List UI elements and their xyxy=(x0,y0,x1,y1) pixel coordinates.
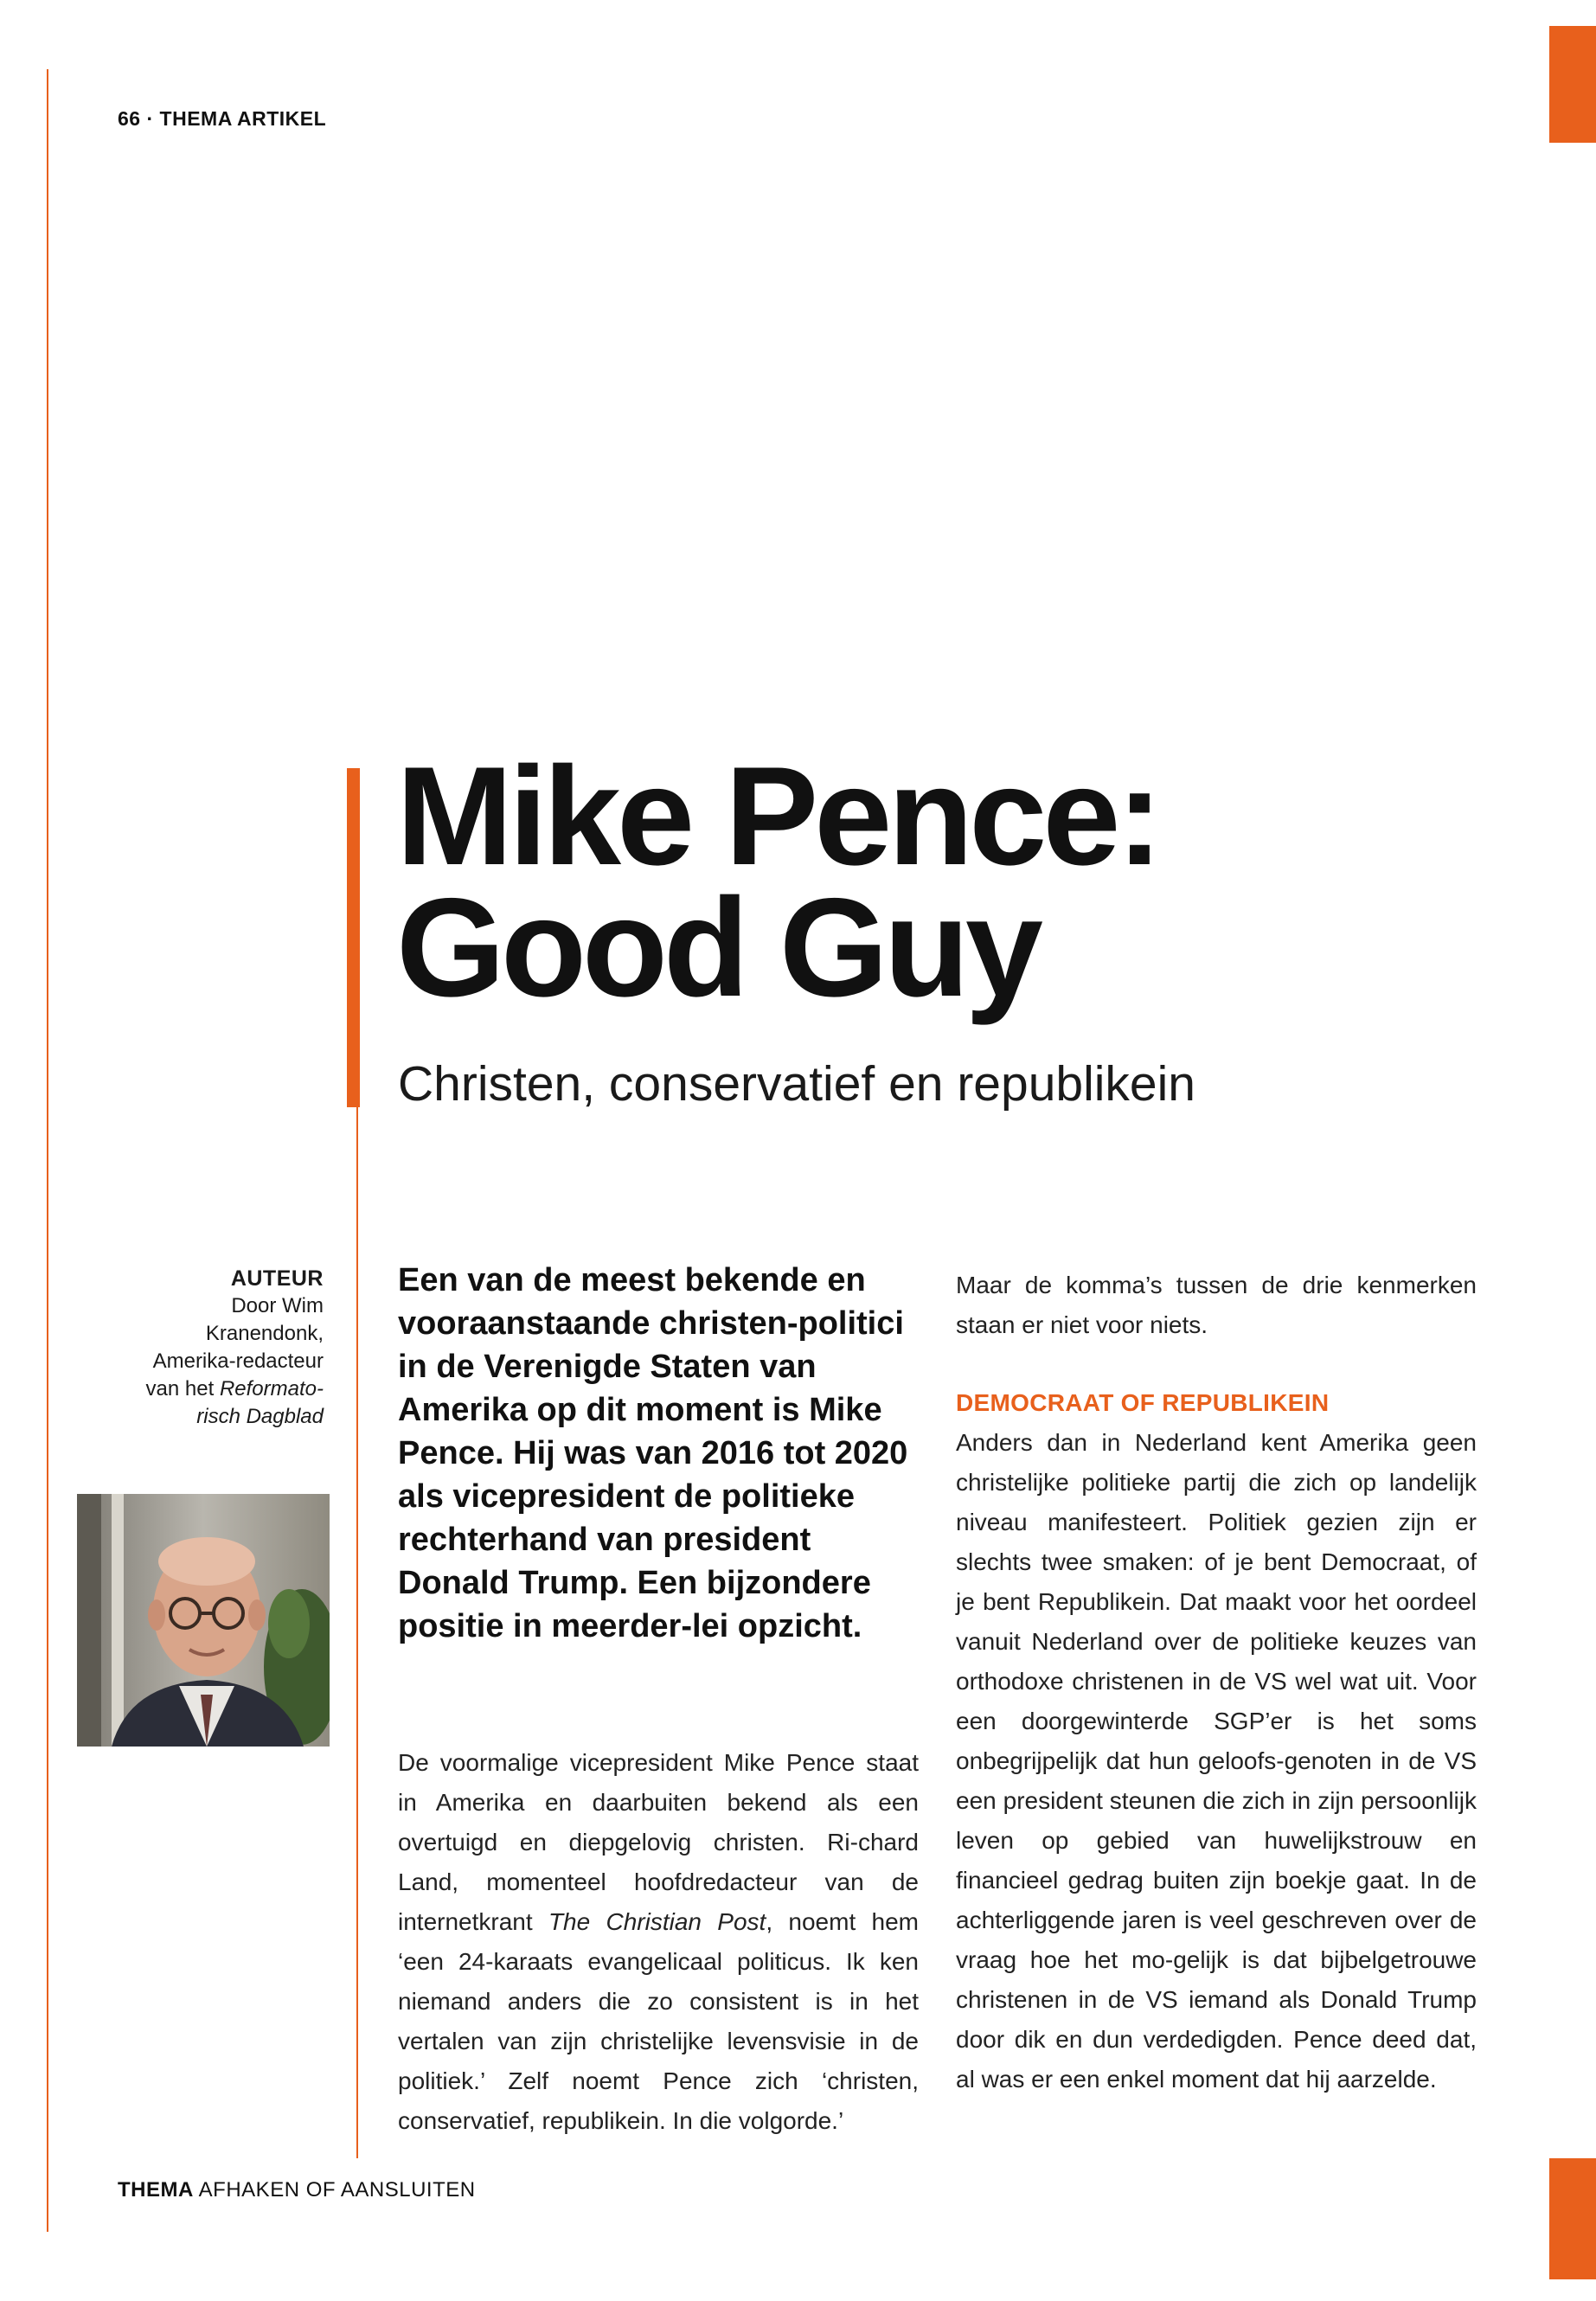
author-line-2: Kranendonk, xyxy=(205,1322,324,1345)
author-line-5-italic: risch Dagblad xyxy=(196,1405,324,1428)
column-2-intro: Maar de komma’s tussen de drie kenmerken staan er niet voor niets. xyxy=(956,1272,1477,1338)
footer-bold: THEMA xyxy=(118,2178,194,2202)
top-accent-tab xyxy=(1549,26,1596,143)
author-box xyxy=(99,1265,324,1431)
column-2-body: Anders dan in Nederland kent Amerika geen christelijke politieke partij die zich op landelijk niveau manifesteert. Politiek gezien zijn er slechts twee smaken: of je bent Democraat, of je bent Republikein. Dat maakt voor het oordeel vanuit Nederland over de politieke keuzes van orthodoxe christenen in de VS wel wat uit. Voor een doorgewinterde SGP’er is het soms onbegrijpelijk dat hun geloofs-genoten in de VS een president steunen die zich in zijn persoonlijk leven op gebied van huwelijkstrouw en financieel gedrag buiten zijn boekje gaat. In de achterliggende jaren is veel geschreven over de vraag hoe het mo-gelijk is dat bijbelgetrouwe christenen in de VS iemand als Donald Trump door dik en dun verdedigden. Pence deed dat, al was er een enkel moment dat hij aarzelde. xyxy=(956,1429,1477,2093)
bottom-accent-tab xyxy=(1549,2158,1596,2279)
author-line-3: Amerika-redacteur xyxy=(152,1349,324,1373)
column-1-paragraph xyxy=(398,1743,919,2141)
column-1-text-b: , noemt hem ‘een 24-karaats evangelicaal politicus. Ik ken niemand anders die zo consistent is in het vertalen van zijn christelijke levensvisie in de politiek.’ Zelf noemt Pence zich ‘christen, conservatief, republikein. In die volgorde.’ xyxy=(398,1908,919,2134)
author-photo xyxy=(77,1494,330,1747)
column-divider-rule xyxy=(356,1107,358,2158)
page-number: 66 xyxy=(118,107,141,130)
column-1-italic: The Christian Post xyxy=(548,1908,766,1935)
author-line-4 xyxy=(99,1375,324,1403)
header-section: THEMA ARTIKEL xyxy=(159,107,327,130)
title-line-1: Mike Pence: xyxy=(396,738,1159,894)
body-column-1 xyxy=(398,1743,919,2141)
author-label: AUTEUR xyxy=(230,1266,324,1291)
article-subtitle: Christen, conservatief en republikein xyxy=(398,1056,1195,1112)
article-title xyxy=(396,738,1159,1026)
left-margin-rule xyxy=(47,69,48,2232)
author-line-1: Door Wim xyxy=(231,1294,324,1317)
footer-text: AFHAKEN OF AANSLUITEN xyxy=(193,2178,476,2202)
running-footer xyxy=(118,2178,476,2202)
author-line-5 xyxy=(99,1403,324,1431)
running-header xyxy=(118,107,326,131)
title-line-2: Good Guy xyxy=(396,869,1039,1026)
header-separator: · xyxy=(146,107,154,130)
lead-paragraph: Een van de meest bekende en vooraanstaande christen-politici in de Verenigde Staten van Amerika op dit moment is Mike Pence. Hij was van 2016 tot 2020 als vicepresident de politieke rechterhand van president Donald Trump. Een bijzondere positie in meerder-lei opzicht. xyxy=(398,1262,908,1644)
author-line-4-italic: Reformato- xyxy=(219,1377,324,1400)
section-heading: DEMOCRAAT OF REPUBLIKEIN xyxy=(956,1389,1330,1416)
column-1-text-a: De voormalige vicepresident Mike Pence staat in Amerika en daarbuiten bekend als een overtuigd en diepgelovig christen. Ri-chard Land, momenteel hoofdredacteur van de internetkrant xyxy=(398,1749,919,1935)
title-accent-bar xyxy=(347,768,360,1107)
author-portrait-image xyxy=(77,1494,330,1747)
body-column-2 xyxy=(956,1266,1477,2099)
author-line-4-prefix: van het xyxy=(145,1377,220,1400)
